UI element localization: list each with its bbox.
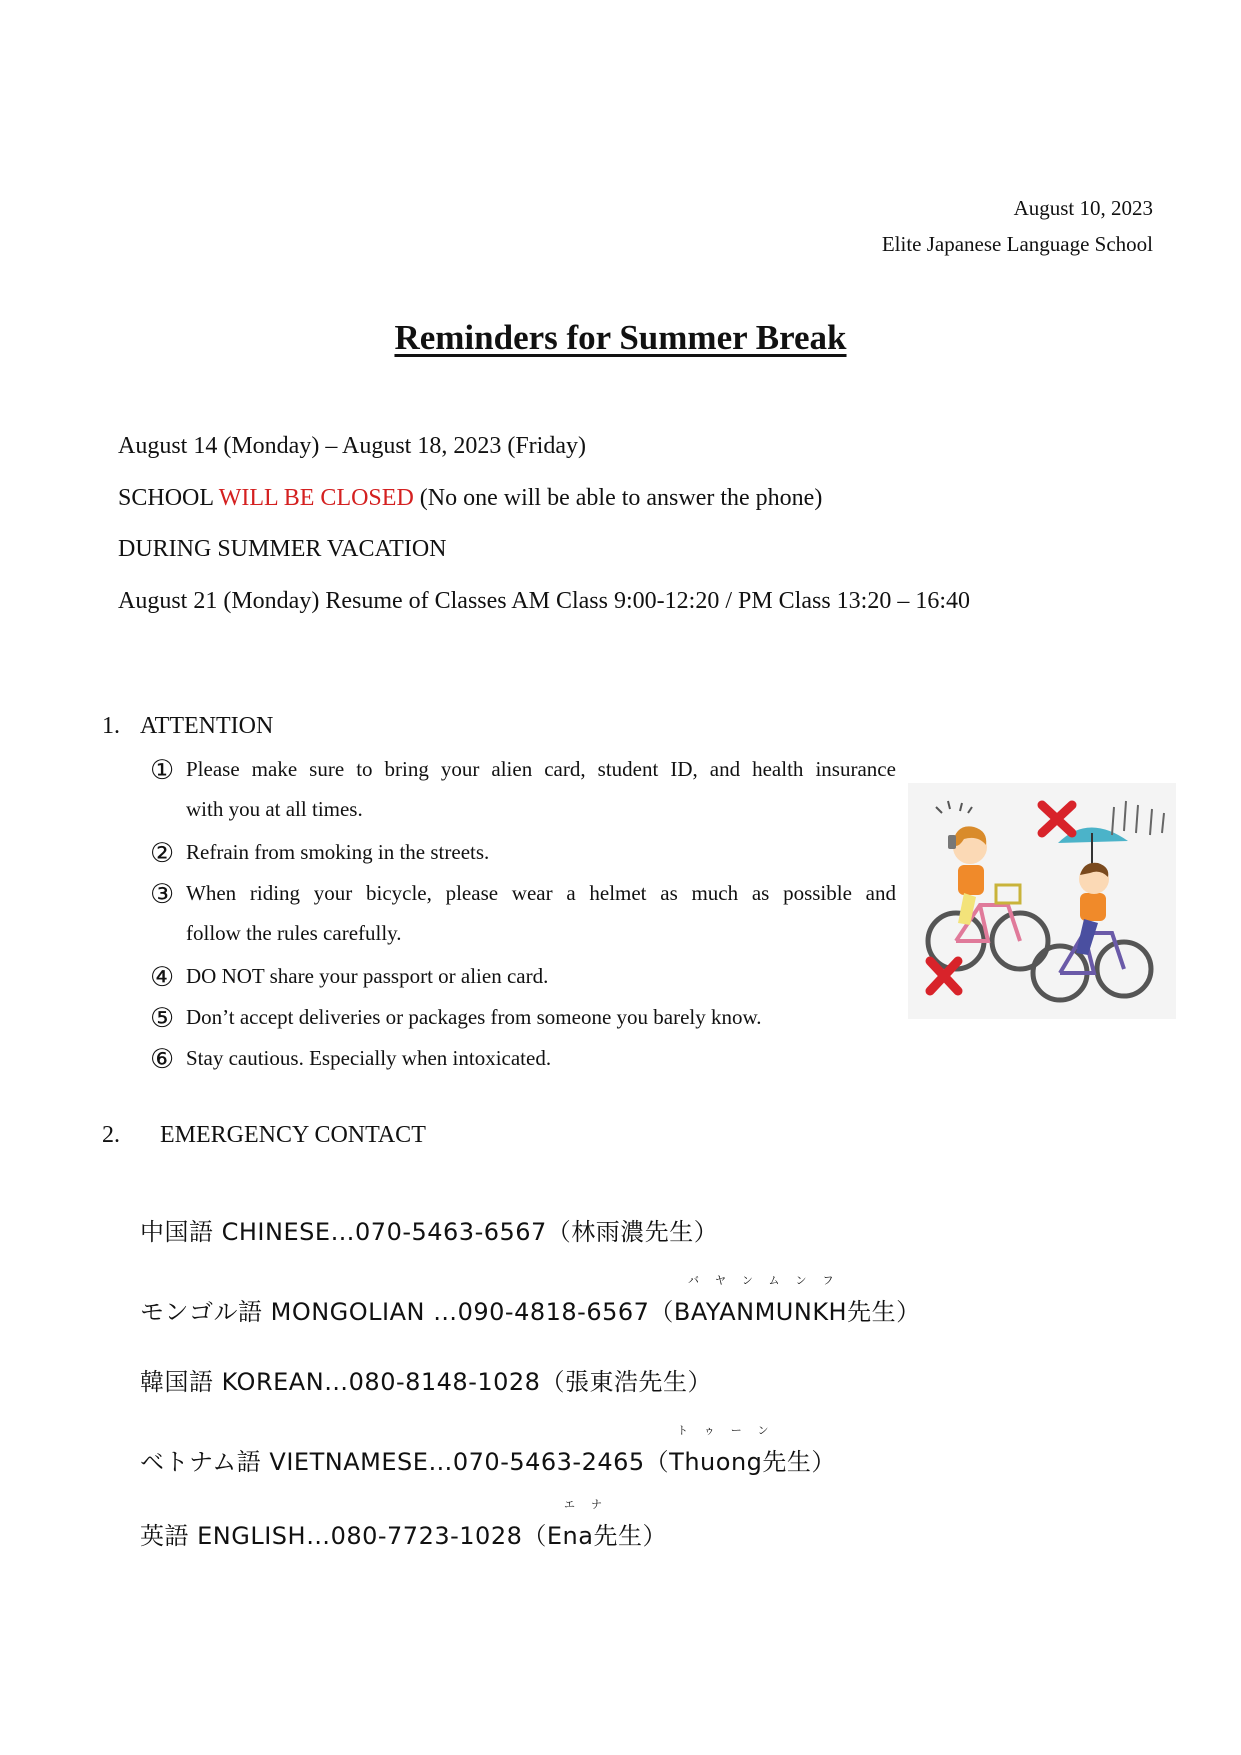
contact-text: 英語 ENGLISH…080-7723-1028（Ena先生） (140, 1522, 667, 1550)
page-title: Reminders for Summer Break (394, 318, 847, 357)
item-marker: ② (150, 838, 175, 869)
item-word: bicycle, (365, 881, 432, 905)
item-text-cont: with you at all times. (186, 797, 363, 821)
item-marker: ① (150, 755, 175, 786)
closure-notice (118, 485, 822, 512)
contact-chinese: 中国語 CHINESE…070-5463-6567（林雨濃先生） (140, 1218, 719, 1246)
item-text: Stay cautious. Especially when intoxicated. (186, 1046, 552, 1070)
closure-suffix: (No one will be able to answer the phone) (413, 485, 823, 511)
item-word: card, (544, 757, 586, 781)
list-item (150, 1003, 762, 1034)
item-word: to (356, 757, 373, 781)
contact-text: モンゴル語 MONGOLIAN …090-4818-6567（BAYANMUNKH先生） (140, 1298, 921, 1326)
item-word: your (313, 881, 353, 905)
resume-classes: August 21 (Monday) Resume of Classes AM Class 9:00-12:20 / PM Class 13:20 – 16:40 (118, 588, 971, 614)
item-text: Don’t accept deliveries or packages from someone you barely know. (186, 1005, 762, 1029)
item-text (186, 757, 896, 782)
school-name: Elite Japanese Language School (881, 232, 1153, 256)
item-word: insurance (815, 757, 896, 781)
item-marker: ④ (150, 962, 175, 993)
section-number: 2. (102, 1122, 120, 1148)
ruby-reading: トゥーン (677, 1424, 785, 1437)
closure-prefix: SCHOOL (118, 485, 219, 511)
emergency-heading (102, 1122, 426, 1149)
bicycle-safety-illustration (908, 783, 1176, 1019)
item-word: student (597, 757, 659, 781)
item-word: as (660, 881, 678, 905)
closure-dates: August 14 (Monday) – August 18, 2023 (Friday) (118, 433, 586, 459)
closure-highlight: WILL BE CLOSED (218, 485, 414, 511)
item-text: DO NOT share your passport or alien card. (186, 964, 549, 988)
item-word: Please (186, 757, 240, 781)
contact-english (140, 1498, 667, 1551)
section-title: ATTENTION (140, 713, 274, 739)
list-item (150, 755, 896, 786)
list-item (150, 962, 548, 993)
item-word: bring (384, 757, 429, 781)
item-text: Refrain from smoking in the streets. (186, 840, 490, 864)
item-marker: ③ (150, 879, 175, 910)
item-word: alien (491, 757, 533, 781)
item-word: and (709, 757, 741, 781)
item-word: wear (511, 881, 553, 905)
contact-korean: 韓国語 KOREAN…080-8148-1028（張東浩先生） (140, 1368, 712, 1396)
item-marker: ⑥ (150, 1044, 175, 1075)
section-number: 1. (102, 713, 120, 739)
list-item (150, 1044, 551, 1075)
item-word: your (440, 757, 480, 781)
contact-text: ベトナム語 VIETNAMESE…070-5463-2465（Thuong先生） (140, 1448, 836, 1476)
document-date: August 10, 2023 (1013, 196, 1153, 220)
ruby-reading: バヤンムンフ (688, 1274, 850, 1287)
item-word: a (566, 881, 576, 905)
contact-vietnamese (140, 1424, 836, 1477)
item-word: ID, (670, 757, 698, 781)
item-word: possible (783, 881, 852, 905)
item-word: sure (309, 757, 345, 781)
item-word: riding (249, 881, 301, 905)
attention-heading (102, 713, 273, 740)
ruby-reading: エナ (564, 1498, 618, 1511)
item-word: helmet (589, 881, 647, 905)
list-item (150, 879, 896, 910)
item-word: and (865, 881, 896, 905)
item-text (186, 881, 896, 906)
item-word: much (691, 881, 739, 905)
item-marker: ⑤ (150, 1003, 175, 1034)
list-item (150, 838, 489, 869)
section-title: EMERGENCY CONTACT (160, 1122, 426, 1148)
item-word: health (752, 757, 804, 781)
vacation-label: DURING SUMMER VACATION (118, 536, 447, 562)
item-word: as (751, 881, 770, 905)
contact-mongolian (140, 1274, 921, 1327)
item-word: When (186, 881, 237, 905)
item-word: make (251, 757, 298, 781)
item-word: please (445, 881, 499, 905)
item-text-cont: follow the rules carefully. (186, 921, 402, 945)
